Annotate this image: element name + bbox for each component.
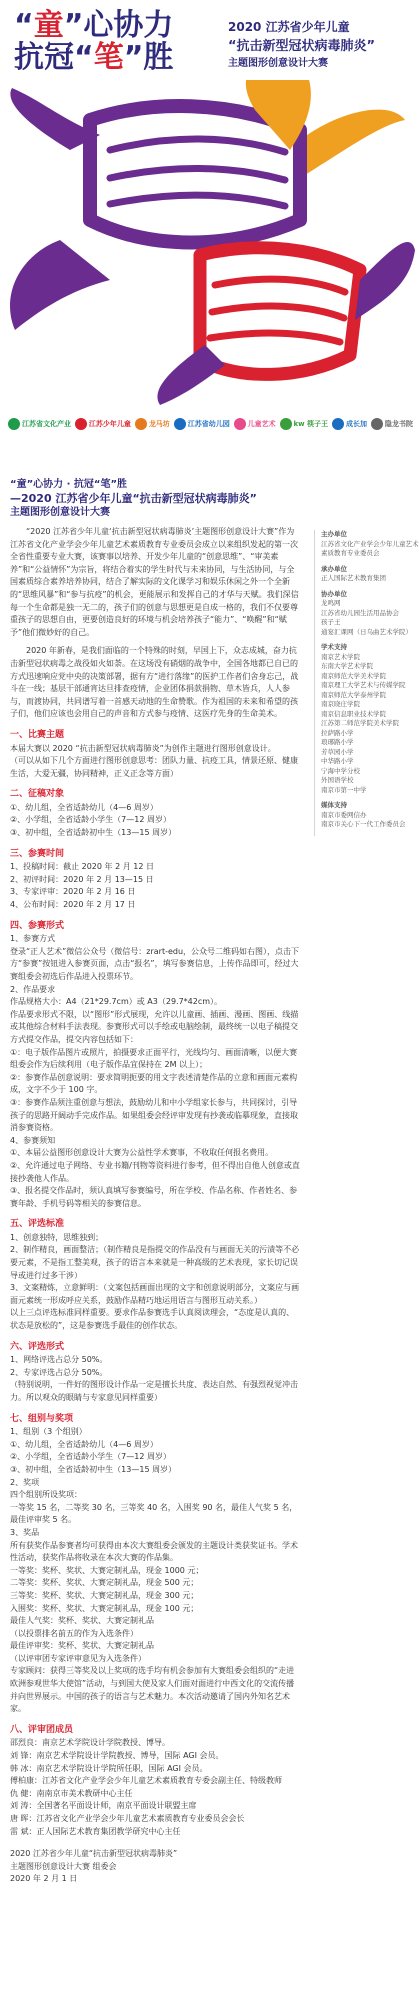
sponsor-logo: [332, 418, 367, 430]
sidebar-group-item: 江苏省文化产业学会少年儿童艺术素质教育专业委员会: [321, 539, 419, 557]
intro: [10, 526, 300, 721]
slogan-text: ”心协力: [63, 8, 174, 43]
sidebar-group-item: 南京市委网信办: [321, 810, 367, 819]
poster-title-line1: 2020 江苏省少年儿童: [228, 20, 350, 34]
sidebar-group-title: 媒体支持: [321, 801, 347, 809]
section-line: 入围奖：奖杯、奖状、大赛定制礼品，现金 100 元；: [10, 1603, 199, 1613]
sponsor-logo: [8, 418, 71, 430]
section-line: 四个组别所设奖项：: [10, 1490, 82, 1500]
logo-text: 隐龙书院: [384, 420, 413, 428]
sidebar-group-item: 东南大学艺术学院: [321, 662, 373, 670]
logo-mark-icon: [332, 418, 344, 430]
sidebar-group-title: 主办单位: [321, 530, 347, 538]
sidebar-group-item: 江苏省幼儿园生活用品协会: [321, 608, 399, 617]
sidebar-group-item: 宁海中学分校: [321, 766, 360, 775]
poster: [0, 0, 419, 468]
section-line: 最佳评审奖：奖杯、奖状、大赛定制礼品: [10, 1641, 154, 1651]
section-title: 八、评审团成员: [10, 1724, 74, 1735]
section-line: 专家顾问：获得三等奖及以上奖项的选手均有机会参加有大赛组委会组织的“走进欧洲参观世华大使馆”活动，与到国大使及家人们面对面进行中西文化的交流传播并向世界展示。中国的孩子的语言与艺术魅力。本次活动邀请了国内外知名艺术家。: [10, 1666, 295, 1714]
sidebar-group: [321, 801, 419, 830]
sidebar-group-item: 南京师范大学美术学院: [321, 671, 386, 680]
section-title: 五、评选标准: [10, 1219, 65, 1230]
section-line: 仇 健：南南京市美术教研中心主任: [10, 1788, 133, 1798]
section-line: 刘 涛：全国著名平面设计师，南京平面设计联盟主席: [10, 1801, 197, 1811]
section-line: ③、初中组，全省适龄初中生（13—15 周岁）: [10, 828, 177, 838]
footer: [10, 1848, 300, 1886]
section-line: 1、参赛方式: [10, 934, 56, 944]
sidebar-group-item: 江苏第二师范学院美术学院: [321, 719, 399, 727]
logo-mark-icon: [75, 418, 87, 430]
slogan-text: ”胜: [123, 39, 174, 75]
poster-title-line3: 主题图形创意设计大赛: [228, 58, 328, 69]
section-line: 雷 斌：正人国际艺术教育集团教学研究中心主任: [10, 1826, 181, 1836]
section-title: 三、参赛时间: [10, 848, 65, 859]
section-line: 2、专家评选占总分 50%。: [10, 1367, 108, 1377]
section-line: 1、投稿时间：截止 2020 年 2 月 12 日: [10, 862, 154, 872]
sponsor-logo: [174, 418, 230, 430]
footer-date: 2020 年 2 月 1 日: [10, 1874, 78, 1884]
logo-mark-icon: [8, 418, 20, 430]
sidebar-group-item: 南京师范大学泰州学院: [321, 690, 386, 699]
section-line: 邵烈良：南京艺术学院设计学院教授、博导。: [10, 1738, 170, 1748]
sponsor-logo: [371, 418, 413, 430]
section-line: 1、网络评选占总分 50%。: [10, 1355, 108, 1365]
footer-line: 主题图形创意设计大赛 组委会: [10, 1861, 117, 1871]
logo-mark-icon: [174, 418, 186, 430]
section-line: ③：参赛作品须注重创意与想法，鼓励幼儿和中小学组家长参与，共同探讨，引导孩子的思路开阔动手完成作品。如果组委会经评审发现有抄袭或临摹现象，直接取消参赛资格。: [10, 1097, 298, 1133]
section-line: ①：电子版作品图片或照片，拍摄要求正面平行，光线均匀、画面清晰，以便大赛组委会作为后续利用（电子版作品宜保持在 2M 以上）；: [10, 1047, 298, 1070]
section-line: （以投票排名前五的作为入选条件）: [10, 1628, 138, 1638]
poster-title: [228, 18, 413, 69]
section-line: ①、本届公益图形创意设计大赛为公益性学术赛事，不收取任何报名费用。: [10, 1148, 274, 1158]
section: [10, 920, 300, 1211]
sidebar-group-item: 南京市第一中学: [321, 785, 367, 794]
section-line: 本届大赛以 2020 “抗击新型冠状病毒肺炎”为创作主题进行图形创意设计。: [10, 743, 276, 753]
logo-text: kw 筷子王: [293, 420, 329, 428]
section-line: ②、小学组，全省适龄小学生（7—12 周岁）: [10, 1452, 171, 1462]
section-line: 傅柏康：江苏省文化产业学会少年儿童艺术素质教育专委会副主任、特级教师: [10, 1776, 282, 1786]
sponsor-logo: [75, 418, 131, 430]
logo-mark-icon: [371, 418, 383, 430]
section-line: （可以从如下几个方面进行图形创意思考：团队力量、抗疫工具，情景还原、健康生活，大爱无疆，协同精神，正义正念等方面）: [10, 756, 298, 778]
section-line: 2、初评时间：2020 年 2 月 13—15 日: [10, 874, 154, 884]
sidebar-group-item: 拉萨路小学: [321, 728, 354, 737]
sidebar-group-item: 通宴汇课网（日乌曲艺术学院）: [321, 627, 412, 636]
sidebar-group: [321, 643, 419, 795]
logo-text: 成长加: [346, 420, 367, 428]
section-line: 4、参赛须知: [10, 1135, 56, 1145]
section-line: 3、文案精炼，立意鲜明：（文案包括画面出现的文字和创意说明部分，文案应与画面元素统一形成呼应关系，鼓励作品精巧地运用语言与图形互动关系。）: [10, 1283, 300, 1305]
section-line: ②、允许通过电子网络、专业书籍/刊物等资料进行参考，但不得出自他人创意或直接抄袭他人作品。: [10, 1160, 300, 1183]
sidebar-group-title: 协办单位: [321, 589, 347, 598]
sidebar-group-item: 南京艺术学院: [321, 652, 360, 661]
intro-paragraph: “2020 江苏省少年儿童‘抗击新型冠状病毒肺炎’主题图形创意设计大赛”作为江苏省文化产业学会少年儿童艺术素质教育专业委员会成立以来组织发起的第一次全省性重要专业大赛，该赛事以培养、开发少年儿童的“创意思维”、“审美素养”和“公益情怀”为宗旨，将结合着实的学生时代与未来协同，与生活协同，与全国素质综合素养培养协同，结合了解实际的文化课学习和娱乐休闲之外一个全新的“思维风暴”和“参与抗疫”的机会，更能展示和发挥自己的才华与天赋。我们深信每一个生命都是独一无二的，孩子们的创意与思想更是自成一格的，我们不仅要尊重孩子的思想自由，更要创造良好的环境与机会培养孩子“能力”、“唤醒”和“赋予”他们微妙好的自己。: [10, 527, 299, 637]
section: [10, 848, 300, 912]
logo-mark-icon: [234, 418, 246, 430]
section: [10, 1724, 300, 1838]
sidebar-group-title: 承办单位: [321, 564, 347, 573]
red-mask-icon: [157, 242, 415, 405]
section-line: （特别说明，一件好的图形设计作品一定是擅长共度、表达自然、有强烈视觉冲击力。所以观众的眼睛与专家意见同样重要）: [10, 1380, 298, 1402]
section-title: 二、征稿对象: [10, 789, 65, 800]
section-line: 韩 冰：南京艺术学院设计学院所任职，国际 AGI 会员。: [10, 1763, 208, 1773]
section-line: ①、幼儿组，全省适龄幼儿（4—6 周岁）: [10, 802, 158, 812]
logo-text: 江苏省文化产业: [22, 420, 71, 428]
section-line: 二等奖：奖杯、奖状、大赛定制礼品，现金 500 元；: [10, 1578, 199, 1588]
logo-mark-icon: [280, 418, 292, 430]
sidebar-group-item: 南京理工大学艺术与传媒学院: [321, 681, 406, 689]
sidebar-group-item: 芳草园小学: [321, 747, 354, 756]
section-line: ②：参赛作品创意说明：要求简明扼要的用文字表述清楚作品的立意和画面元素构成，文字不少于 100 字。: [10, 1072, 298, 1095]
winged-mask-illustration: [0, 80, 419, 410]
section-line: ③、初中组，全省适龄初中生（13—15 周岁）: [10, 1464, 177, 1474]
sponsor-logo: [135, 418, 170, 430]
section-line: ③、报名提交作品时，须认真填写参赛编号，所在学校、作品名称、作者姓名、参赛年龄、手机号码等相关的参赛信息。: [10, 1186, 298, 1208]
footer-line: 2020 江苏省少年儿童“抗击新型冠状病毒肺炎”: [10, 1849, 178, 1859]
sidebar-group: [321, 590, 419, 638]
logo-mark-icon: [135, 418, 147, 430]
article-header: [10, 478, 300, 520]
section-line: ②、小学组，全省适龄小学生（7—12 周岁）: [10, 815, 171, 825]
section-line: 刘 锋：南京艺术学院设计学院教授、博导，国际 AGI 会员。: [10, 1751, 224, 1761]
sidebar-group-item: 正人国际艺术教育集团: [321, 574, 386, 582]
section: [10, 788, 300, 839]
section-line: 2、作品要求: [10, 984, 56, 994]
section-line: 三等奖：奖杯、奖状、大赛定制礼品，现金 300 元；: [10, 1590, 199, 1600]
sidebar-group-item: 琅琊路小学: [321, 738, 354, 746]
section-line: 2、制作精良，画面整洁；（制作精良是指提交的作品没有与画面无关的污渍等不必要元素，不是指工整美观，孩子的语言本来就是一种高级的艺术表现，家长切记误导或进行过多干涉）: [10, 1245, 300, 1280]
sidebar-group-item: 外国语学校: [321, 776, 354, 784]
slogan-highlight: 童: [33, 8, 64, 43]
logo-text: 龙马坊: [148, 420, 170, 428]
section-line: 一等奖 15 名，二等奖 30 名，三等奖 40 名，入围奖 90 名，最佳人气奖 5 名，最佳评审奖 5 名。: [10, 1502, 298, 1525]
sidebar-group-title: 学术支持: [321, 643, 347, 651]
section-title: 一、比赛主题: [10, 729, 65, 740]
purple-mask-icon: [10, 88, 405, 243]
sidebar-group: [321, 565, 419, 584]
sidebar-group-item: 南京晓庄学院: [321, 700, 360, 708]
sidebar-group-item: 南京市关心下一代工作委员会: [321, 820, 406, 828]
section: [10, 729, 300, 780]
logo-text: 江苏省幼儿园: [187, 420, 230, 428]
intro-paragraph: 2020 年新春，是我们面临的一个特殊的时刻，早国上下，众志成城，奋力抗击新型冠状病毒之战役如火如荼。在这场没有硝烟的战争中，全国各地都已自已的方式迅速响应党中央的决策部署，据有方“进行落缘”的医护工作者们舍身忘己，战斗在一线；基层干部通宵达旦排查疫情，企业团体捐款捐物、草木皆兵，人人参与，而渡协同，共同谱写着一首感天动地的生命赞歌。作为祖国的未来和希望的孩子们，他们应该也会用自己的声音和方式参与疫情、这医疗先身的生命美术。: [10, 646, 299, 719]
sponsor-logo: [280, 418, 329, 430]
logo-text: 儿童艺术: [247, 420, 276, 428]
sidebar-group: [321, 530, 419, 559]
header-line3: 主题图形创意设计大赛: [10, 507, 110, 518]
section-title: 四、参赛形式: [10, 920, 65, 931]
section-line: 1、组别（3 个组别）: [10, 1427, 87, 1437]
section-line: 2、奖项: [10, 1477, 40, 1487]
section-line: 一等奖：奖杯、奖状、大赛定制礼品，现金 1000 元；: [10, 1565, 204, 1575]
sponsor-logo: [234, 418, 276, 430]
section-title: 七、组别与奖项: [10, 1413, 74, 1424]
slogan-text: “: [14, 8, 34, 43]
section-line: 4、公布时间：2020 年 2 月 17 日: [10, 900, 136, 910]
section-line: 登录“正人艺术”微信公众号（微信号：zrart-edu，公众号二维码如右图），点击下方“参赛”按钮进入参赛页面，点击“报名”，填写参赛信息，上传作品即可，经过大赛组委会初选后作品进入投票环节。: [10, 946, 300, 981]
header-line1: “童”心协力 · 抗冠“笔”胜: [10, 479, 128, 490]
section-line: （以评审团专家评审意见为入选条件）: [10, 1653, 146, 1663]
section-line: 所有获奖作品参赛者均可获得由本次大赛组委会颁发的主题设计类获奖证书。学术性活动，获奖作品将收录在本次大赛的作品集。: [10, 1540, 298, 1563]
header-line2: —2020 江苏省少年儿童“抗击新型冠状病毒肺炎”: [10, 492, 257, 505]
section-line: 唐 晖：江苏省文化产业学会少年儿童艺术素质教育专业委员会会长: [10, 1814, 245, 1823]
section-line: 最佳人气奖：奖杯、奖状、大赛定制礼品: [10, 1616, 154, 1626]
section: [10, 1413, 300, 1716]
section-line: ①、幼儿组，全省适龄幼儿（4—6 周岁）: [10, 1439, 158, 1449]
slogan-highlight: 笔: [93, 39, 124, 75]
poster-slogan: [14, 10, 173, 73]
slogan-text: 抗冠“: [14, 39, 94, 75]
section-line: 作品规格大小：A4（21*29.7cm）或 A3（29.7*42cm）。: [10, 997, 223, 1007]
sections: [10, 729, 300, 1838]
section: [10, 1341, 300, 1405]
section-line: 作品要求形式不限，以“图形”形式展现，允许以儿童画、插画、漫画、图画、线描或其他综合材料手法表现。参赛形式可以手绘或电脑绘制，最终统一以电子稿提交方式提交作品，提交内容包括如下：: [10, 1009, 299, 1044]
section-line: 3、奖品: [10, 1527, 40, 1537]
section-line: 3、专家评审：2020 年 2 月 16 日: [10, 887, 136, 897]
article-body: [10, 478, 300, 1886]
sidebar-group-item: 中华路小学: [321, 757, 354, 765]
sidebar-organizers: [314, 530, 419, 836]
sponsor-logo-row: [8, 418, 413, 430]
section: [10, 1218, 300, 1332]
sidebar-group-item: 孩子王: [321, 618, 341, 626]
section-line: 1、创意独特，思维独到；: [10, 1232, 104, 1242]
section-title: 六、评选形式: [10, 1341, 65, 1352]
poster-title-line2: “抗击新型冠状病毒肺炎”: [228, 39, 376, 54]
sidebar-group-item: 龙鸣网: [321, 599, 341, 607]
logo-text: 江苏少年儿童: [88, 420, 131, 428]
sidebar-group-item: 南京信息职业技术学院: [321, 709, 386, 718]
section-line: 以上三点评选标准同样重要。要求作品参赛选手认真阅读理会，“态度是认真的、状态是放松的”，这是参赛选手最佳的创作状态。: [10, 1308, 295, 1331]
